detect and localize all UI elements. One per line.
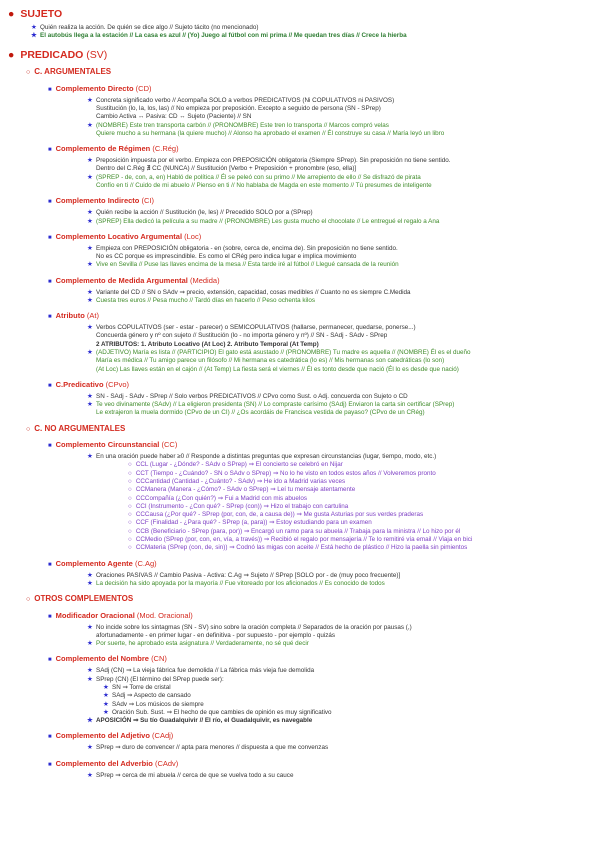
text-line: No es CC porque es imprescindible. Es como el CRég pero indica lugar e implica movimiento (96, 253, 357, 261)
heading-ci: ■ Complemento Indirecto (CI) (48, 196, 154, 206)
heading-atributo: ■ Atributo (At) (48, 311, 99, 321)
section-no-argumentales: ○ C. NO ARGUMENTALES (26, 423, 126, 433)
heading-creg: ■ Complemento de Régimen (C.Rég) (48, 144, 179, 154)
text-line: ★ No incide sobre los sintagmas (SN - SV) sino sobre la oración completa // Separados de la oración por pausas (,) (96, 624, 589, 632)
heading-cn: ■ Complemento del Nombre (CN) (48, 654, 167, 664)
example-line: ★ La decisión ha sido apoyada por la mayoría // Fue vitoreado por los aficionados // Es conocido de todos (96, 580, 589, 588)
cc-item: ○ CCCausa (¿Por qué? - SPrep (por, con, de, a causa de)) ⇒ Me gusta Asturias por sus verdes praderas (128, 511, 424, 519)
cc-item: ○ CCCompañía (¿Con quién?) ⇒ Fui a Madrid con mis abuelos (128, 494, 307, 502)
text-line: ★ Empieza con PREPOSICIÓN obligatoria - en (sobre, cerca de, encima de). Sin preposición no tiene sentido. (96, 245, 589, 253)
sub-item: ★ SAdj ⇒ Aspecto de cansado (112, 692, 589, 700)
cc-item: ○ CCB (Beneficiario - SPrep (para, por)) ⇒ Encargó un ramo para su abuela // Trabaja para la ministra // Lo hizo por él (128, 527, 461, 535)
section-sujeto: ● SUJETO (8, 8, 63, 20)
text-line: ★ SPrep ⇒ duro de convencer // apta para menores // dispuesta a que me convenzas (96, 744, 589, 752)
text-line: ★ Variante del CD // SN o SAdv ⇒ precio, extensión, capacidad, cosas medibles // Cuanto no es siempre C.Medida (96, 289, 589, 297)
heading-cag: ■ Complemento Agente (C.Ag) (48, 558, 157, 568)
cc-item: ○ CCCantidad (Cantidad - ¿Cuánto? - SAdv) ⇒ He ido a Madrid varias veces (128, 477, 346, 485)
cc-item: ○ CCT (Tiempo - ¿Cuándo? - SN o SAdv o SPrep) ⇒ No lo he visto en todos estos años // Volveremos pronto (128, 469, 436, 477)
text-line: ★ Quién realiza la acción. De quién se dice algo // Sujeto tácito (no mencionado) (40, 24, 589, 32)
sub-item: ★ Oración Sub. Sust. ⇒ El hecho de que cambies de opinión es muy significativo (112, 709, 589, 717)
cc-item: ○ CCMedio (SPrep (por, con, en, vía, a través)) ⇒ Recibió el regalo por mensajería // Te lo remitiré vía email // Viaja en bici (128, 536, 473, 544)
text-line: ★ SPrep ⇒ cerca de mi abuela // cerca de que se vuelva todo a su cauce (96, 772, 589, 780)
cc-item: ○ CCMateria (SPrep (con, de, sin)) ⇒ Codnó las migas con aceite // Está hecho de plástico // Hizo la paella sin pimientos (128, 544, 468, 552)
sub-item: ★ SN ⇒ Torre de cristal (112, 684, 589, 692)
example-line: ★ Te veo divinamente (SAdv) // La eligieron presidenta (SN) // Lo compraste carísimo (SAdj) Enviaron la carta sin certificar (SPrep) (96, 401, 589, 409)
heading-cpvo: ■ C.Predicativo (CPvo) (48, 379, 129, 389)
example-line: ★ (SPREP) Ella dedicó la película a su madre // (PRONOMBRE) Les gusta mucho el chocolate // Le entregué el regalo a Ana (96, 218, 589, 226)
sub-item: ★ SAdv ⇒ Los músicos de siempre (112, 701, 589, 709)
section-argumentales: ○ C. ARGUMENTALES (26, 67, 112, 77)
example-line: (At Loc) Las llaves están en el cajón // (At Temp) La fiesta será el viernes // Él es tonto desde que nació (Él lo es desde que nació) (96, 365, 459, 373)
text-line: Sustitución (lo, la, los, las) // No empieza por preposición. Excepto a seguido de persona (SN - SPrep) (96, 105, 381, 113)
heading-cd: ■ Complemento Directo (CD) (48, 83, 152, 93)
heading-medida: ■ Complemento de Medida Argumental (Medida) (48, 275, 220, 285)
text-line: 2 ATRIBUTOS: 1. Atributo Locativo (At Loc) 2. Atributo Temporal (At Temp) (96, 340, 319, 348)
text-line: ★ Quién recibe la acción // Sustitución (le, les) // Precedido SOLO por a (SPrep) (96, 209, 589, 217)
text-line: ★ SN - SAdj - SAdv - SPrep // Solo verbos PREDICATIVOS // CPvo como Sust. o Adj. concuerda con Sujeto o CD (96, 393, 589, 401)
text-line: ★ Preposición impuesta por el verbo. Empieza con PREPOSICIÓN obligatoria (Siempre SPrep). Sin preposición no tiene sentido. (96, 157, 589, 165)
example-line: Quiere mucho a su hermana (la quiere mucho) // Alonso ha aprobado el examen // Él construye su casa // María leyó un libro (96, 129, 445, 137)
example-line: Confío en ti // Cuido de mi abuelo // Pienso en ti // No hablaba de Magda en este momento // Tú presumes de inteligente (96, 182, 432, 190)
cc-item: ○ CCL (Lugar - ¿Dónde? - SAdv o SPrep) ⇒ El concierto se celebró en Nijar (128, 461, 343, 469)
heading-cc: ■ Complemento Circunstancial (CC) (48, 440, 178, 450)
heading-loc: ■ Complemento Locativo Argumental (Loc) (48, 231, 202, 241)
cc-item: ○ CCF (Finalidad - ¿Para qué? - SPrep (a, para)) ⇒ Estoy estudiando para un examen (128, 519, 372, 527)
example-line: ★ (ADJETIVO) María es lista // (PARTICIPIO) El gato está asustado // (PRONOMBRE) Tu madre es aquella // (NOMBRE) Él es el dueño (96, 349, 589, 357)
section-predicado: ● PREDICADO (SV) (8, 49, 108, 62)
text-line: ★ Oraciones PASIVAS // Cambio Pasiva - Activa: C.Ag ⇒ Sujeto // SPrep [SOLO por - de (muy poco frecuente)] (96, 572, 589, 580)
heading-cadj: ■ Complemento del Adjetivo (CAdj) (48, 731, 174, 741)
section-otros: ○ OTROS COMPLEMENTOS (26, 594, 134, 604)
text-line: ★ Concreta significado verbo // Acompaña SOLO a verbos PREDICATIVOS (Ni COPULATIVOS ni PASIVOS) (96, 97, 589, 105)
cc-item: ○ CCI (Instrumento - ¿Con qué? - SPrep (con)) ⇒ Hizo el trabajo con cartulina (128, 502, 349, 510)
text-line: ★ SAdj (CN) ⇒ La vieja fábrica fue demolida // La fábrica más vieja fue demolida (96, 667, 589, 675)
example-line: ★ Cuesta tres euros // Pesa mucho // Tardó días en hacerlo // Peso ochenta kilos (96, 297, 589, 305)
example-line: ★ Por suerte, he aprobado esta asignatura // Verdaderamente, no sé qué decir (96, 640, 589, 648)
text-line: Cambio Activa ↔ Pasiva: CD ↔ Sujeto (Paciente) // SN (96, 113, 252, 121)
example-line: Le extrajeron la muela dormido (CPvo de un CI) // ¿Os acordáis de Francisca vestida de payaso? (CPvo de un CRég) (96, 409, 425, 417)
example-line: ★ (NOMBRE) Este tren transporta carbón // (PRONOMBRE) Este tren lo transporta // Marcos compró velas (96, 122, 589, 130)
text-line: afortunadamente - en primer lugar - en definitiva - por supuesto - por ejemplo - quizás (96, 631, 336, 639)
heading-cadv: ■ Complemento del Adverbio (CAdv) (48, 758, 179, 768)
text-line: ★ APOSICIÓN ⇒ Su tío Guadalquivir // El río, el Guadalquivir, es navegable (96, 717, 589, 725)
text-line: Dentro del C.Rég ∄ CC (NUNCA) // Sustitución [Verbo + Preposición + pronombre (eso, ella)] (96, 165, 357, 173)
example-line: María es médica // Tu amigo parece un filósofo // Mi hermana es catedrática (lo es) // Mis hermanas son catedráticas (lo son) (96, 357, 445, 365)
cc-item: ○ CCManera (Manera - ¿Cómo? - SAdv o SPrep) ⇒ Leí tu mensaje atentamente (128, 486, 356, 494)
example-line: ★ (SPREP - de, con, a, en) Habló de política // Él se peleó con su primo // Me arrepiento de ello // Se disfrazó de pirata (96, 174, 589, 182)
heading-modificador: ■ Modificador Oracional (Mod. Oracional) (48, 610, 193, 620)
example-line: ★ Vive en Sevilla // Puse las llaves encima de la mesa // Esta tarde iré al fútbol // Llegué cansada de la reunión (96, 261, 589, 269)
example-line: ★ El autobús llega a la estación // La casa es azul // (Yo) Juego al fútbol con mi prima // Me quedan tres días // Crece la hierba (40, 32, 589, 40)
text-line: ★ Verbos COPULATIVOS (ser - estar - parecer) o SEMICOPULATIVOS (hallarse, permanecer, quedarse, ponerse...) (96, 324, 589, 332)
text-line: ★ En una oración puede haber ≥0 // Responde a distintas preguntas que expresan circunstancias (lugar, tiempo, modo, etc.) (96, 453, 589, 461)
text-line: ★ SPrep (CN) (El término del SPrep puede ser): (96, 676, 589, 684)
text-line: Concuerda género y nº con sujeto // Sustitución (lo - no importa género y nº) // SN - SAdj - SAdv - SPrep (96, 332, 388, 340)
